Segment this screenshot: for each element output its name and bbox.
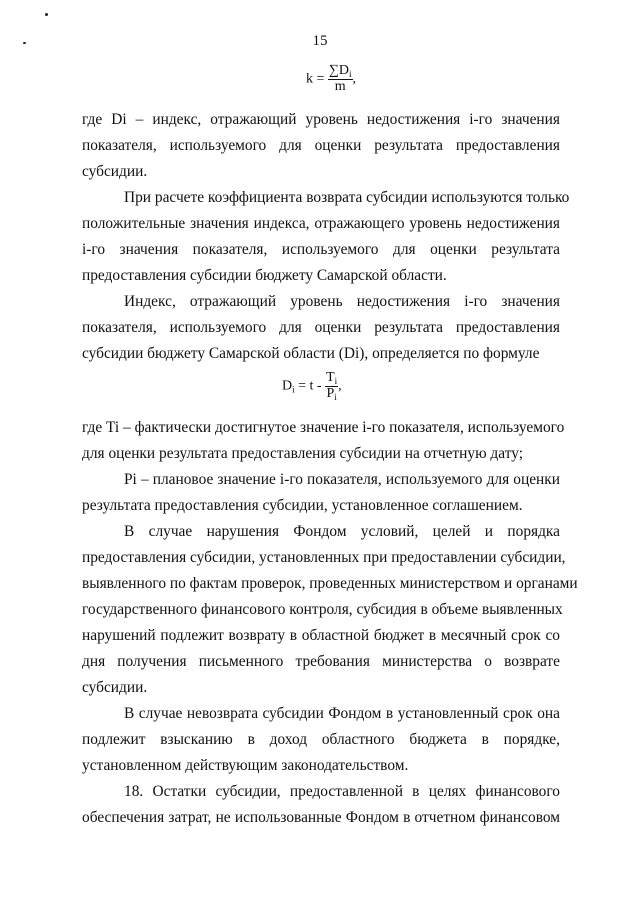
text-line-7: предоставления субсидии бюджету Самарской области. (82, 267, 447, 284)
formula-d-lhs-sub: i (292, 384, 295, 395)
formula-k-numerator-sub: i (349, 69, 352, 79)
text-line-13: Pi – плановое значение i-го показателя, используемого для оценки (124, 471, 560, 488)
formula-k-denominator: m (334, 78, 346, 94)
text-line-17: выявленного по фактам проверок, проведенных министерством и органами (82, 575, 578, 592)
formula-d-fraction (325, 371, 338, 401)
text-line-3: субсидии. (82, 163, 148, 180)
text-line-21: субсидии. (82, 679, 148, 696)
text-line-25: 18. Остатки субсидии, предоставленной в целях финансового (124, 783, 560, 800)
formula-d-denominator-sub: i (334, 391, 337, 402)
formula-d-numerator-sub: i (334, 376, 338, 386)
formula-d-eq: = t - (298, 378, 322, 394)
text-line-20: дня получения письменного требования министерства о возврате (82, 653, 560, 670)
formula-d-lhs: D (282, 378, 293, 394)
formula-d-numerator: T (326, 370, 335, 385)
formula-d-suffix: , (338, 378, 342, 394)
text-line-26: обеспечения затрат, не использованные Фондом в отчетном финансовом (82, 809, 560, 826)
formula-d-denominator: P (326, 385, 335, 401)
page-number: 15 (312, 33, 328, 49)
text-line-18: государственного финансового контроля, субсидия в объеме выявленных (82, 601, 563, 618)
formula-k (306, 64, 356, 94)
text-line-15: В случае нарушения Фондом условий, целей и порядка (124, 523, 560, 540)
text-line-10: субсидии бюджету Самарской области (Di), определяется по формуле (82, 345, 540, 362)
formula-k-fraction (328, 64, 353, 94)
text-line-19: нарушений подлежит возврату в областной бюджет в месячный срок со (82, 627, 560, 644)
text-line-12: для оценки результата предоставления субсидии на отчетную дату; (82, 445, 523, 462)
text-line-8: Индекс, отражающий уровень недостижения i-го значения (124, 293, 560, 310)
formula-k-suffix: , (352, 71, 357, 87)
text-line-9: показателя, используемого для оценки результата предоставления (82, 319, 560, 336)
formula-k-numerator: D (338, 63, 350, 78)
sum-sign: ∑ (328, 63, 339, 78)
text-line-5: положительные значения индекса, отражающего уровень недостижения (82, 215, 560, 232)
text-line-16: предоставления субсидии, установленных при предоставлении субсидии, (82, 549, 566, 566)
text-line-14: результата предоставления субсидии, установленное соглашением. (82, 497, 523, 514)
text-line-11: где Ti – фактически достигнутое значение i-го показателя, используемого (82, 419, 565, 436)
text-line-24: установленном действующим законодательством. (82, 757, 409, 774)
formula-d (282, 371, 342, 401)
text-line-2: показателя, используемого для оценки результата предоставления (82, 137, 560, 154)
text-line-23: подлежит взысканию в доход областного бюджета в порядке, (82, 731, 560, 748)
text-line-4: При расчете коэффициента возврата субсидии используются только (124, 189, 570, 206)
formula-k-lhs: k = (306, 71, 325, 87)
text-line-6: i-го значения показателя, используемого для оценки результата (82, 241, 560, 258)
text-line-22: В случае невозврата субсидии Фондом в установленный срок она (124, 705, 560, 722)
text-line-1: где Di – индекс, отражающий уровень недостижения i-го значения (82, 111, 560, 128)
scan-speck (45, 13, 48, 16)
